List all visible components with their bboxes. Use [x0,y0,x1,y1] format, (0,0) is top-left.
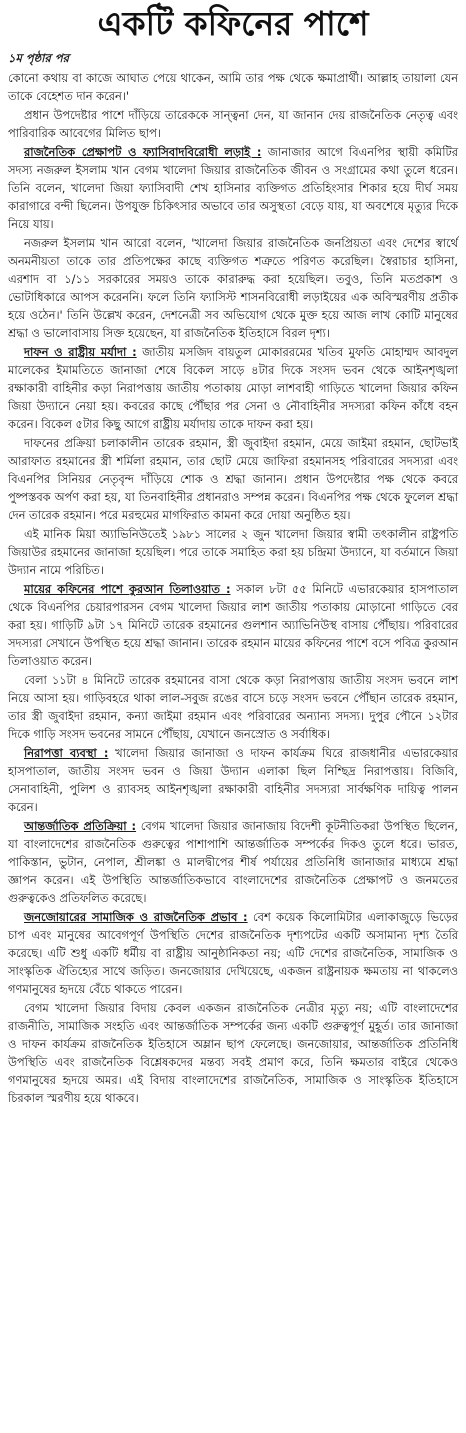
article-paragraph [8,580,458,670]
paragraph-text: প্রধান উপদেষ্টার পাশে দাঁড়িয়ে তারেককে সান্ত্বনা দেন, যা জানান দেয় রাজনৈতিক নেতৃত্ব এবং পারিবারিক আবেগের মিলিত ছাপ। [8,108,458,140]
article-paragraph [8,999,458,1107]
paragraph-text: জাতীয় মসজিদ বায়তুল মোকাররমের খতিব মুফতি মোহাম্মদ আবদুল মালেকের ইমামতিতে জানাজা শেষে বিকেল সাড়ে ৪টার দিকে সংসদ ভবন থেকে আইনশৃঙ্খলা রক্ষাকারী বাহিনীর কড়া নিরাপত্তায় জাতীয় পতাকায় মোড়া লাশবাহী গাড়িতে খালেদা জিয়ার কফিন জিয়া উদ্যানে নেয়া হয়। কবরের কাছে পৌঁছার পর সেনা ও নৌবাহিনীর সদস্যরা কফিন কাঁধে বহন করেন। বিকেল ৫টার কিছু আগে রাষ্ট্রীয় মর্যাদায় তাকে দাফন করা হয়। [8,345,459,431]
article-body [8,69,458,1107]
paragraph-text: বেলা ১১টা ৪ মিনিটে তারেক রহমানের বাসা থেকে কড়া নিরাপত্তায় জাতীয় সংসদ ভবনে লাশ নিয়ে আসা হয়। গাড়িবহরে থাকা লাল-সবুজ রঙের বাসে চড়ে সংসদ ভবনে পৌঁছান তারেক রহমান, তার স্ত্রী জুবাইদা রহমান, কন্যা জাইমা রহমান এবং পরিবারের অন্যান্য সদস্য। দুপুর পৌনে ১২টার দিকে গাড়ি সংসদ ভবনের সামনে পৌঁছায়, যেখানে জনস্রোত ও সর্বাধিক। [8,673,458,741]
paragraph-text: নজরুল ইসলাম খান আরো বলেন, 'খালেদা জিয়ার রাজনৈতিক জনপ্রিয়তা এবং দেশের স্বার্থে অনমনীয়তা তাকে তার প্রতিপক্ষের কাছে ব্যক্তিগত শত্রুতে পরিণত করেছিল। স্বৈরাচার হাসিনা, এরশাদ বা ১/১১ সরকারের সময়ও তাকে কারারুদ্ধ করা হয়েছিল। তবুও, তিনি মতপ্রকাশ ও ভোটাধিকারে আপস করেননি। ফলে তিনি ফ্যাসিস্ট শাসনবিরোধী লড়াইয়ের এক অবিস্মরণীয় প্রতীক হয়ে ওঠেন।' তিনি উল্লেখ করেন, দেশনেত্রী সব অভিযোগ থেকে মুক্ত হয়ে আজ লাখ কোটি মানুষের শ্রদ্ধা ও ভালোবাসায় সিক্ত হয়েছেন, যা রাজনৈতিক ইতিহাসে বিরল দৃশ্য। [8,236,458,340]
subheading: দাফন ও রাষ্ট্রীয় মর্যাদা : [24,345,137,359]
article-paragraph [8,817,458,907]
article-paragraph [8,525,458,579]
article-paragraph [8,671,458,743]
article-paragraph [8,434,458,524]
continued-from-label: ১ম পৃষ্ঠার পর [8,51,69,65]
paragraph-text: বেগম খালেদা জিয়ার বিদায় কেবল একজন রাজনৈতিক নেত্রীর মৃত্যু নয়; এটি বাংলাদেশের রাজনীতি, সামাজিক সংহতি এবং আন্তর্জাতিক সম্পর্কের জন্য একটি গুরুত্বপূর্ণ মুহূর্ত। তার জানাজা ও দাফন কার্যক্রম রাজনৈতিক ইতিহাসে অম্লান ছাপ ফেলেছে। জনজোয়ার, আন্তর্জাতিক প্রতিনিধি উপস্থিতি এবং রাজনৈতিক বিশ্লেষকদের মন্তব্য সবই প্রমাণ করে, তিনি ক্ষমতার বাইরে থেকেও গণমানুষের হৃদয়ে অমর। এই বিদায় বাংলাদেশের রাজনৈতিক, সামাজিক ও সাংস্কৃতিক ইতিহাসে চিরকাল স্মরণীয় হয়ে থাকবে। [8,1001,458,1105]
article-paragraph [8,908,458,998]
article-paragraph [8,744,458,816]
paragraph-text: সকাল ৮টা ৫৫ মিনিটে এভারকেয়ার হাসপাতাল থেকে বিএনপির চেয়ারপারসন বেগম খালেদা জিয়ার লাশ জাতীয় পতাকায় মোড়ানো গাড়িতে বের করা হয়। গাড়িটি ৯টা ১৭ মিনিটে তারেক রহমানের গুলশান অ্যাভিনিউস্থ বাসায় পৌঁছায়। পরিবারের সদস্যরা সেখানে উপস্থিত হয়ে শ্রদ্ধা জানান। তারেক রহমান মায়ের কফিনের পাশে বসে পবিত্র কুরআন তিলাওয়াত করেন। [8,582,459,668]
article-paragraph [8,343,458,433]
paragraph-text: বেশ কয়েক কিলোমিটার এলাকাজুড়ে ভিড়ের চাপ এবং মানুষের আবেগপূর্ণ উপস্থিতি দেশের রাজনৈতিক দৃশ্যপটের একটি অসামান্য দৃশ্য তৈরি করেছে। এটি শুধু একটি ধর্মীয় বা রাষ্ট্রীয় আনুষ্ঠানিকতা নয়; এটি দেশের রাজনৈতিক, সামাজিক ও সাংস্কৃতিক ঐতিহ্যের সাথে জড়িত। জনজোয়ার দেখিয়েছে, একজন রাষ্ট্রনায়ক ক্ষমতায় না থাকলেও গণমানুষের হৃদয়ে বেঁচে থাকতে পারেন। [8,910,458,996]
subheading: জনজোয়ারের সামাজিক ও রাজনৈতিক প্রভাব : [24,910,248,924]
paragraph-text: খালেদা জিয়ার জানাজা ও দাফন কার্যক্রম ঘিরে রাজধানীর এভারকেয়ার হাসপাতাল, জাতীয় সংসদ ভবন ও জিয়া উদ্যান এলাকা ছিল নিশ্ছিদ্র নিরাপত্তায়। বিজিবি, সেনাবাহিনী, পুলিশ ও র‌্যাবসহ আইনশৃঙ্খলা রক্ষাকারী বাহিনীর সদস্যরা সার্বক্ষণিক দায়িত্ব পালন করেন। [8,746,458,814]
article-paragraph [8,69,458,105]
paragraph-text: বেগম খালেদা জিয়ার জানাজায় বিদেশী কূটনীতিকরা উপস্থিত ছিলেন, যা বাংলাদেশের রাজনৈতিক গুরুত্বের পাশাপাশি আন্তর্জাতিক সম্পর্কের দিকও তুলে ধরে। ভারত, পাকিস্তান, ভুটান, নেপাল, শ্রীলঙ্কা ও মালদ্বীপের শীর্ষ পর্যায়ের প্রতিনিধি জানাজার মাধ্যমে শ্রদ্ধা জ্ঞাপন করেন। এই উপস্থিতি আন্তর্জাতিকভাবে বাংলাদেশের রাজনৈতিক প্রেক্ষাপট ও জনমতের গুরুত্বকেও প্রতিফলিত করেছে। [8,819,458,905]
subheading: আন্তর্জাতিক প্রতিক্রিয়া : [24,819,137,833]
paragraph-text: জানাজার আগে বিএনপির স্থায়ী কমিটির সদস্য নজরুল ইসলাম খান বেগম খালেদা জিয়ার রাজনৈতিক জীবন ও সংগ্রামের কথা তুলে ধরেন। তিনি বলেন, খালেদা জিয়া ফ্যাসিবাদী শেখ হাসিনার ব্যক্তিগত প্রতিহিংসার শিকার হয়ে দীর্ঘ সময় কারাগারে বন্দী ছিলেন। উপযুক্ত চিকিৎসার অভাবে তার অসুস্থতা বেড়ে যায়, যা অবশেষে মৃত্যুর দিকে নিয়ে যায়। [8,145,458,231]
headline: একটি কফিনের পাশে [97,4,369,43]
article-paragraph [8,143,458,233]
article-paragraph [8,106,458,142]
subheading: মায়ের কফিনের পাশে কুরআন তিলাওয়াত : [24,582,231,596]
paragraph-text: দাফনের প্রক্রিয়া চলাকালীন তারেক রহমান, স্ত্রী জুবাইদা রহমান, মেয়ে জাইমা রহমান, ছোটভাই আরাফাত রহমানের স্ত্রী শর্মিলা রহমান, তার ছোট মেয়ে জাফিরা রহমানসহ পরিবারের সদস্যরা এবং বিএনপির সিনিয়র নেতৃবৃন্দ দাঁড়িয়ে শোক ও শ্রদ্ধা জানান। প্রধান উপদেষ্টার পক্ষ থেকে কবরে পুষ্পস্তবক অর্পণ করা হয়, যা তিনবাহিনীর প্রধানরাও সম্পন্ন করেন। বিএনপির পক্ষ থেকে ফুলেল শ্রদ্ধা দেন তারেক রহমান। পরে মরহুমের মাগফিরাত কামনা করে দোয়া অনুষ্ঠিত হয়। [8,436,458,522]
subheading: নিরাপত্তা ব্যবস্থা : [24,746,109,760]
subheading: রাজনৈতিক প্রেক্ষাপট ও ফ্যাসিবাদবিরোধী লড়াই : [24,145,262,159]
paragraph-text: কোনো কথায় বা কাজে আঘাত পেয়ে থাকেন, আমি তার পক্ষ থেকে ক্ষমাপ্রার্থী। আল্লাহ তায়ালা যেন তাকে বেহেশত দান করেন।' [8,71,458,103]
article-paragraph [8,234,458,342]
paragraph-text: এই মানিক মিয়া অ্যাভিনিউতেই ১৯৮১ সালের ২ জুন খালেদা জিয়ার স্বামী তৎকালীন রাষ্ট্রপতি জিয়াউর রহমানের জানাজা হয়েছিল। পরে তাকে সমাহিত করা হয় চন্দ্রিমা উদ্যানে, যা বর্তমানে জিয়া উদ্যান নামে পরিচিত। [8,527,458,577]
